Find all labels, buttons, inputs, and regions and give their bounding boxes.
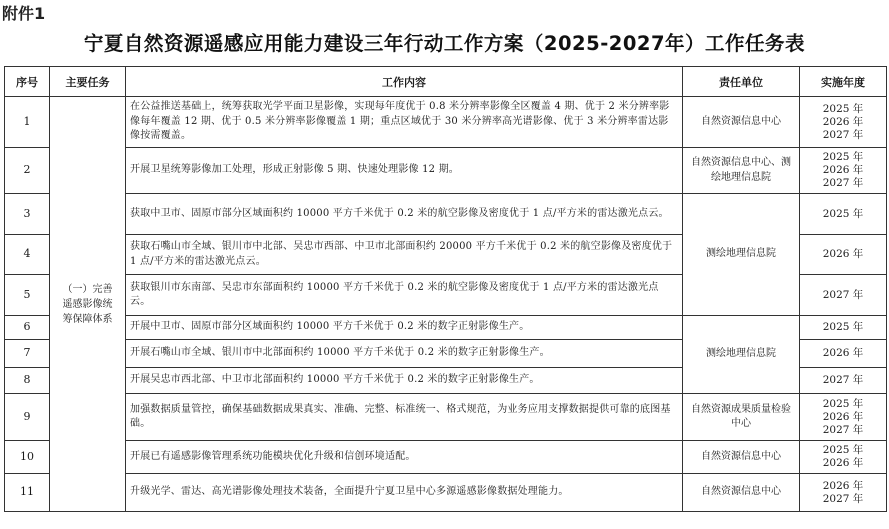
table-row [5, 316, 887, 340]
table-row [5, 441, 887, 474]
row-seq: 2 [5, 148, 50, 194]
row-seq: 6 [5, 316, 50, 340]
year-item: 2025 年 [822, 151, 864, 163]
document-title: 宁夏自然资源遥感应用能力建设三年行动工作方案（2025-2027年）工作任务表 [83, 32, 806, 55]
year-item: 2025 年 [822, 444, 864, 456]
table-row [5, 394, 887, 441]
header-unit: 责任单位 [683, 67, 800, 97]
year-item: 2025 年 [822, 321, 864, 333]
row-seq: 3 [5, 194, 50, 235]
header-seq: 序号 [5, 67, 50, 97]
row-years [800, 148, 887, 194]
row-unit: 测绘地理信息院 [683, 316, 800, 394]
year-item: 2026 年 [822, 479, 864, 492]
table-row [5, 474, 887, 512]
row-seq: 7 [5, 340, 50, 368]
row-content: 获取石嘴山市全域、银川市中北部、吴忠市西部、中卫市北部面积约 20000 平方千米优于 0.2 米的航空影像及密度优于 1 点/平方米的雷达激光点云。 [126, 235, 683, 275]
row-years [800, 316, 887, 340]
row-seq: 11 [5, 474, 50, 512]
main-task-cell: （一）完善遥感影像统筹保障体系 [50, 97, 126, 512]
table-row [5, 97, 887, 148]
row-seq: 8 [5, 368, 50, 394]
row-years [800, 474, 887, 512]
row-content: 开展中卫市、固原市部分区域面积约 10000 平方千米优于 0.2 米的数字正射影像生产。 [126, 316, 683, 340]
year-item: 2027 年 [822, 423, 864, 436]
row-content: 开展吴忠市西北部、中卫市北部面积约 10000 平方千米优于 0.2 米的数字正射影像生产。 [126, 368, 683, 394]
row-years [800, 368, 887, 394]
header-task: 主要任务 [50, 67, 126, 97]
year-item: 2026 年 [822, 164, 864, 176]
year-item: 2026 年 [822, 115, 864, 128]
row-seq: 4 [5, 235, 50, 275]
row-content: 加强数据质量管控，确保基础数据成果真实、准确、完整、标准统一、格式规范，为业务应用支撑数据提供可靠的底图基础。 [126, 394, 683, 441]
row-seq: 10 [5, 441, 50, 474]
header-year: 实施年度 [800, 67, 887, 97]
row-unit: 自然资源信息中心、测绘地理信息院 [683, 148, 800, 194]
table-row [5, 148, 887, 194]
row-seq: 9 [5, 394, 50, 441]
year-item: 2025 年 [822, 102, 864, 115]
row-seq: 5 [5, 275, 50, 316]
year-item: 2027 年 [822, 128, 864, 141]
year-item: 2025 年 [822, 207, 864, 220]
header-row [5, 67, 887, 97]
row-years [800, 394, 887, 441]
year-item: 2026 年 [822, 347, 864, 359]
row-years [800, 441, 887, 474]
year-item: 2026 年 [822, 248, 864, 260]
row-unit: 测绘地理信息院 [683, 194, 800, 316]
year-item: 2025 年 [822, 397, 864, 410]
row-years [800, 340, 887, 368]
row-content: 开展已有遥感影像管理系统功能模块优化升级和信创环境适配。 [126, 441, 683, 474]
row-years [800, 235, 887, 275]
table-row [5, 194, 887, 235]
year-item: 2026 年 [822, 410, 864, 423]
row-content: 开展卫星统筹影像加工处理，形成正射影像 5 期、快速处理影像 12 期。 [126, 148, 683, 194]
row-unit: 自然资源信息中心 [683, 441, 800, 474]
row-content: 获取中卫市、固原市部分区域面积约 10000 平方千米优于 0.2 米的航空影像及密度优于 1 点/平方米的雷达激光点云。 [126, 194, 683, 235]
row-unit: 自然资源成果质量检验中心 [683, 394, 800, 441]
task-table [4, 66, 887, 512]
row-unit: 自然资源信息中心 [683, 474, 800, 512]
row-content: 开展石嘴山市全域、银川市中北部面积约 10000 平方千米优于 0.2 米的数字正射影像生产。 [126, 340, 683, 368]
row-years [800, 275, 887, 316]
year-item: 2027 年 [822, 177, 864, 189]
year-item: 2027 年 [822, 288, 864, 301]
row-seq: 1 [5, 97, 50, 148]
year-item: 2026 年 [822, 457, 864, 469]
year-item: 2027 年 [822, 492, 864, 505]
header-content: 工作内容 [126, 67, 683, 97]
attachment-label: 附件1 [2, 4, 46, 23]
row-years [800, 194, 887, 235]
row-unit: 自然资源信息中心 [683, 97, 800, 148]
row-content: 在公益推送基础上，统筹获取光学平面卫星影像，实现每年度优于 0.8 米分辨率影像全区覆盖 4 期、优于 2 米分辨率影像每年覆盖 12 期、优于 0.5 米分辨率影像覆盖 1 期；重点区域优于 30 米分辨率高光谱影像、优于 3 米分辨率雷达影像按需覆盖。 [126, 97, 683, 148]
year-item: 2027 年 [822, 374, 864, 386]
row-content: 获取银川市东南部、吴忠市东部面积约 10000 平方千米优于 0.2 米的航空影像及密度优于 1 点/平方米的雷达激光点云。 [126, 275, 683, 316]
row-years [800, 97, 887, 148]
row-content: 升级光学、雷达、高光谱影像处理技术装备，全面提升宁夏卫星中心多源遥感影像数据处理能力。 [126, 474, 683, 512]
